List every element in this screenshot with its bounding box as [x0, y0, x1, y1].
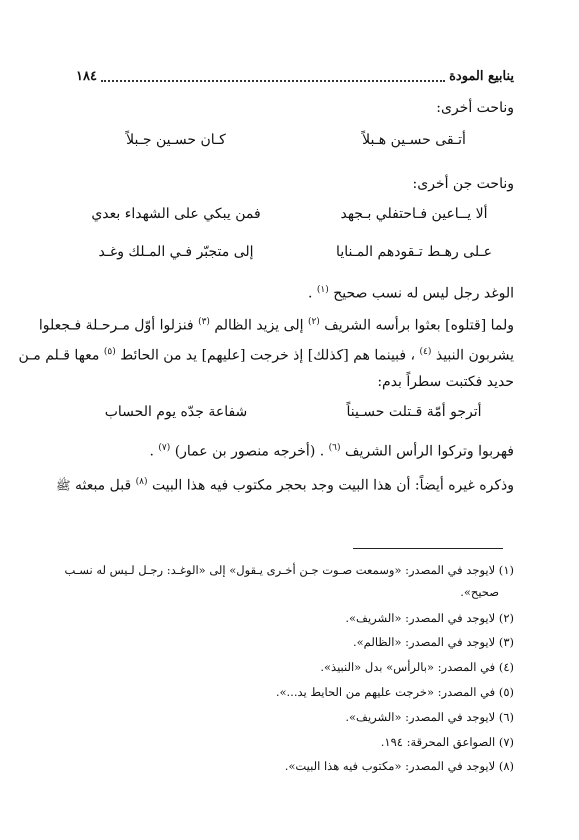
- footnote-ref: (٣): [198, 317, 210, 327]
- footnote: (٧) الصواعق المحرقة: ١٩٤.: [380, 735, 514, 749]
- footnote: (٤) في المصدر: «بالرأس» بدل «النبيذ».: [320, 660, 514, 674]
- text-line: الوغد رجل ليس له نسب صحيح $^{(١)}$ .: [308, 285, 514, 302]
- footnote: (١) لايوجد في المصدر: «وسمعت صـوت جـن أخـرى يـقول» إلى «الوغـد: رجـل لـيس له نسـب: [64, 563, 514, 577]
- verse-first-hemistich: أتـقى حسـين هـبلاً: [362, 132, 466, 148]
- footnote-ref: (٧): [158, 443, 171, 453]
- text-line: وذكره غيره أيضاً: أن هذا البيت وجد بحجر مكتوب فيه هذا البيت $^{(٨)}$ قبل مبعثه ﷺ: [56, 477, 514, 494]
- sallallahu-alayhi-icon: ﷺ: [56, 478, 71, 493]
- verse-first-hemistich: عـلى رهـط تـقودهم المـنايا: [336, 244, 492, 260]
- text-line: يشربون النبيذ $^{(٤)}$ ، فبينما هم [كذلك] إذ خرجت [عليهم] يد من الحائط $^{(٥)}$ معها قـلم مـن: [18, 347, 514, 364]
- running-header: [76, 66, 514, 86]
- text-line: وناحت جن أخرى:: [412, 176, 514, 192]
- verse-second-hemistich: كـان حسـين جـبلاً: [126, 132, 226, 148]
- verse-line: [76, 206, 514, 222]
- verse-second-hemistich: شفاعة جدّه يوم الحساب: [104, 404, 248, 420]
- verse-line: [76, 244, 514, 260]
- text-line: فهربوا وتركوا الرأس الشريف $^{(٦)}$ . (أخرجه منصور بن عمار) $^{(٧)}$ .: [149, 443, 514, 460]
- footnote-ref: (٨): [135, 477, 148, 487]
- verse-first-hemistich: أترجو أمّة قـتلت حسـيناً: [346, 404, 482, 420]
- footnote: (٢) لايوجد في المصدر: «الشريف».: [345, 611, 514, 625]
- book-title: ينابيع المودة: [449, 68, 514, 84]
- footnote-ref: (٥): [103, 347, 116, 357]
- footnote-ref: (٦): [328, 443, 341, 453]
- verse-line: [76, 132, 514, 148]
- verse-first-hemistich: ألا يــاعين فـاحتفلي بـجهد: [340, 206, 488, 222]
- footnote: (٦) لايوجد في المصدر: «الشريف».: [345, 710, 514, 724]
- text-line: وناحت أخرى:: [436, 100, 514, 116]
- verse-line: [76, 404, 514, 420]
- header-dotted-leader: [101, 71, 445, 82]
- page-number: ١٨٤: [76, 68, 97, 84]
- footnote: (٣) لايوجد في المصدر: «الظالم».: [352, 635, 514, 649]
- footnote-separator: [353, 548, 503, 549]
- footnote-ref: (١): [316, 285, 329, 295]
- text-line: حديد فكتبت سطراً بدم:: [377, 374, 514, 390]
- footnote-ref: (٤): [419, 347, 432, 357]
- footnote: (٥) في المصدر: «خرجت عليهم من الحايط يد...».: [275, 685, 514, 699]
- text-line: ولما [قتلوه] بعثوا برأسه الشريف $^{(٢)}$ إلى يزيد الظالم $^{(٣)}$ فنزلوا أوّل مـرحـلة فـجعلوا: [38, 317, 514, 334]
- footnote-ref: (٢): [307, 317, 320, 327]
- footnote: (٨) لايوجد في المصدر: «مكتوب فيه هذا البيت».: [284, 759, 514, 773]
- verse-second-hemistich: فمن يبكي على الشهداء بعدي: [91, 206, 261, 222]
- footnote-continuation: صحيح».: [460, 585, 499, 599]
- verse-second-hemistich: إلى متجبّر فـي المـلك وغـد: [98, 244, 254, 260]
